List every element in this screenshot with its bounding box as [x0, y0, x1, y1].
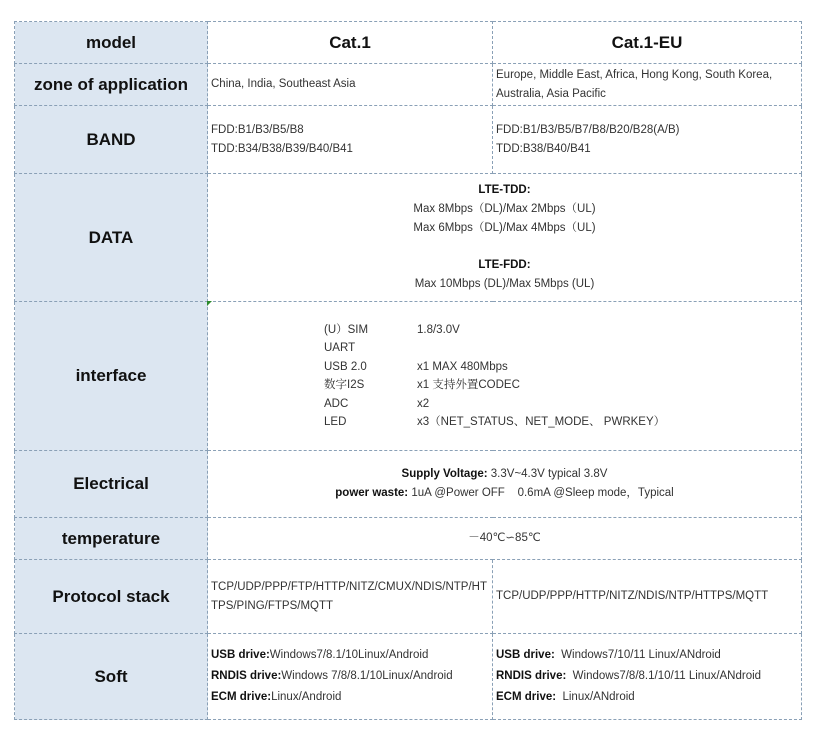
soft-key: USB drive: — [211, 649, 270, 661]
interface-grid — [324, 321, 801, 432]
electrical-value — [208, 451, 802, 518]
protocol-cat1: TCP/UDP/PPP/FTP/HTTP/NITZ/CMUX/NDIS/NTP/HTTPS/PING/FTPS/MQTT — [208, 560, 493, 634]
soft-key: ECM drive: — [496, 691, 557, 703]
power-waste-label: power waste: — [335, 487, 409, 499]
soft-key: RNDIS drive: — [211, 670, 282, 682]
power-waste-value: 1uA @Power OFF 0.6mA @Sleep mode，Typical — [411, 487, 674, 499]
soft-value: Windows7/10/11 Linux/ANdroid — [554, 649, 721, 661]
soft-key: ECM drive: — [211, 691, 272, 703]
interface-value: 1.8/3.0V — [417, 323, 460, 336]
protocol-row — [15, 560, 802, 634]
soft-value: Windows7/8/8.1/10/11 Linux/ANdroid — [566, 670, 762, 682]
lte-tdd-line2: Max 6Mbps（DL)/Max 4Mbps（UL) — [413, 222, 596, 234]
soft-cat1-usb — [211, 645, 492, 666]
zone-row — [15, 64, 802, 106]
band-cat1 — [208, 106, 493, 174]
interface-value: x1 支持外置CODEC — [417, 379, 520, 391]
cat1-header: Cat.1 — [208, 22, 493, 64]
spec-table — [14, 21, 802, 720]
soft-value: Windows 7/8/8.1/10Linux/Android — [281, 670, 453, 682]
interface-value — [417, 339, 801, 358]
lte-fdd-line1: Max 10Mbps (DL)/Max 5Mbps (UL) — [414, 278, 595, 290]
zone-cat1eu: Europe, Middle East, Africa, Hong Kong, South Korea, Australia, Asia Pacific — [493, 64, 802, 106]
soft-cat1eu-usb — [496, 645, 801, 666]
temperature-label: temperature — [15, 518, 208, 560]
interface-value: x3（NET_STATUS、NET_MODE、 PWRKEY） — [417, 416, 666, 428]
soft-value: Linux/Android — [271, 691, 342, 703]
power-waste-line — [208, 484, 801, 503]
spacer — [208, 238, 801, 256]
soft-row — [15, 634, 802, 720]
soft-label: Soft — [15, 634, 208, 720]
supply-voltage-value: 3.3V~4.3V typical 3.8V — [490, 468, 608, 480]
interface-name: 数字I2S — [324, 379, 365, 391]
data-label: DATA — [15, 174, 208, 302]
band-cat1eu-fdd: FDD:B1/B3/B5/B7/B8/B20/B28(A/B) — [496, 123, 680, 136]
band-cat1eu — [493, 106, 802, 174]
band-cat1-tdd: TDD:B34/B38/B39/B40/B41 — [211, 142, 353, 155]
cell-comment-marker — [207, 301, 212, 306]
soft-key: RNDIS drive: — [496, 670, 567, 682]
temperature-value: －40℃∽85℃ — [208, 518, 802, 560]
lte-tdd-line1: Max 8Mbps（DL)/Max 2Mbps（UL) — [413, 203, 596, 215]
soft-cat1-rndis — [211, 666, 492, 687]
temperature-row — [15, 518, 802, 560]
data-row — [15, 174, 802, 302]
interface-name: UART — [324, 342, 356, 354]
interface-name: USB 2.0 — [324, 360, 367, 373]
soft-cat1 — [208, 634, 493, 720]
protocol-cat1eu: TCP/UDP/PPP/HTTP/NITZ/NDIS/NTP/HTTPS/MQTT — [493, 560, 802, 634]
zone-cat1: China, India, Southeast Asia — [208, 64, 493, 106]
model-header: model — [15, 22, 208, 64]
band-cat1-fdd: FDD:B1/B3/B5/B8 — [211, 123, 304, 136]
zone-label: zone of application — [15, 64, 208, 106]
lte-tdd-title: LTE-TDD: — [478, 184, 531, 196]
interface-name: ADC — [324, 397, 349, 410]
soft-key: USB drive: — [496, 649, 555, 661]
protocol-label: Protocol stack — [15, 560, 208, 634]
electrical-row — [15, 451, 802, 518]
soft-value: Linux/ANdroid — [556, 691, 635, 703]
interface-row — [15, 302, 802, 451]
soft-cat1-ecm — [211, 687, 492, 708]
band-cat1eu-tdd: TDD:B38/B40/B41 — [496, 142, 591, 155]
supply-voltage-line — [208, 465, 801, 484]
interface-value: x1 MAX 480Mbps — [417, 360, 508, 373]
interface-name: (U）SIM — [324, 323, 369, 336]
supply-voltage-label: Supply Voltage: — [401, 468, 488, 480]
soft-cat1eu-rndis — [496, 666, 801, 687]
electrical-label: Electrical — [15, 451, 208, 518]
interface-label: interface — [15, 302, 208, 451]
band-row — [15, 106, 802, 174]
soft-cat1eu-ecm — [496, 687, 801, 708]
soft-value: Windows7/8.1/10Linux/Android — [269, 649, 429, 661]
band-label: BAND — [15, 106, 208, 174]
data-value — [208, 174, 802, 302]
interface-name: LED — [324, 416, 347, 428]
soft-cat1eu — [493, 634, 802, 720]
lte-fdd-title: LTE-FDD: — [478, 259, 531, 271]
cat1eu-header: Cat.1-EU — [493, 22, 802, 64]
interface-value — [208, 302, 802, 451]
interface-value: x2 — [417, 397, 430, 410]
header-row — [15, 22, 802, 64]
